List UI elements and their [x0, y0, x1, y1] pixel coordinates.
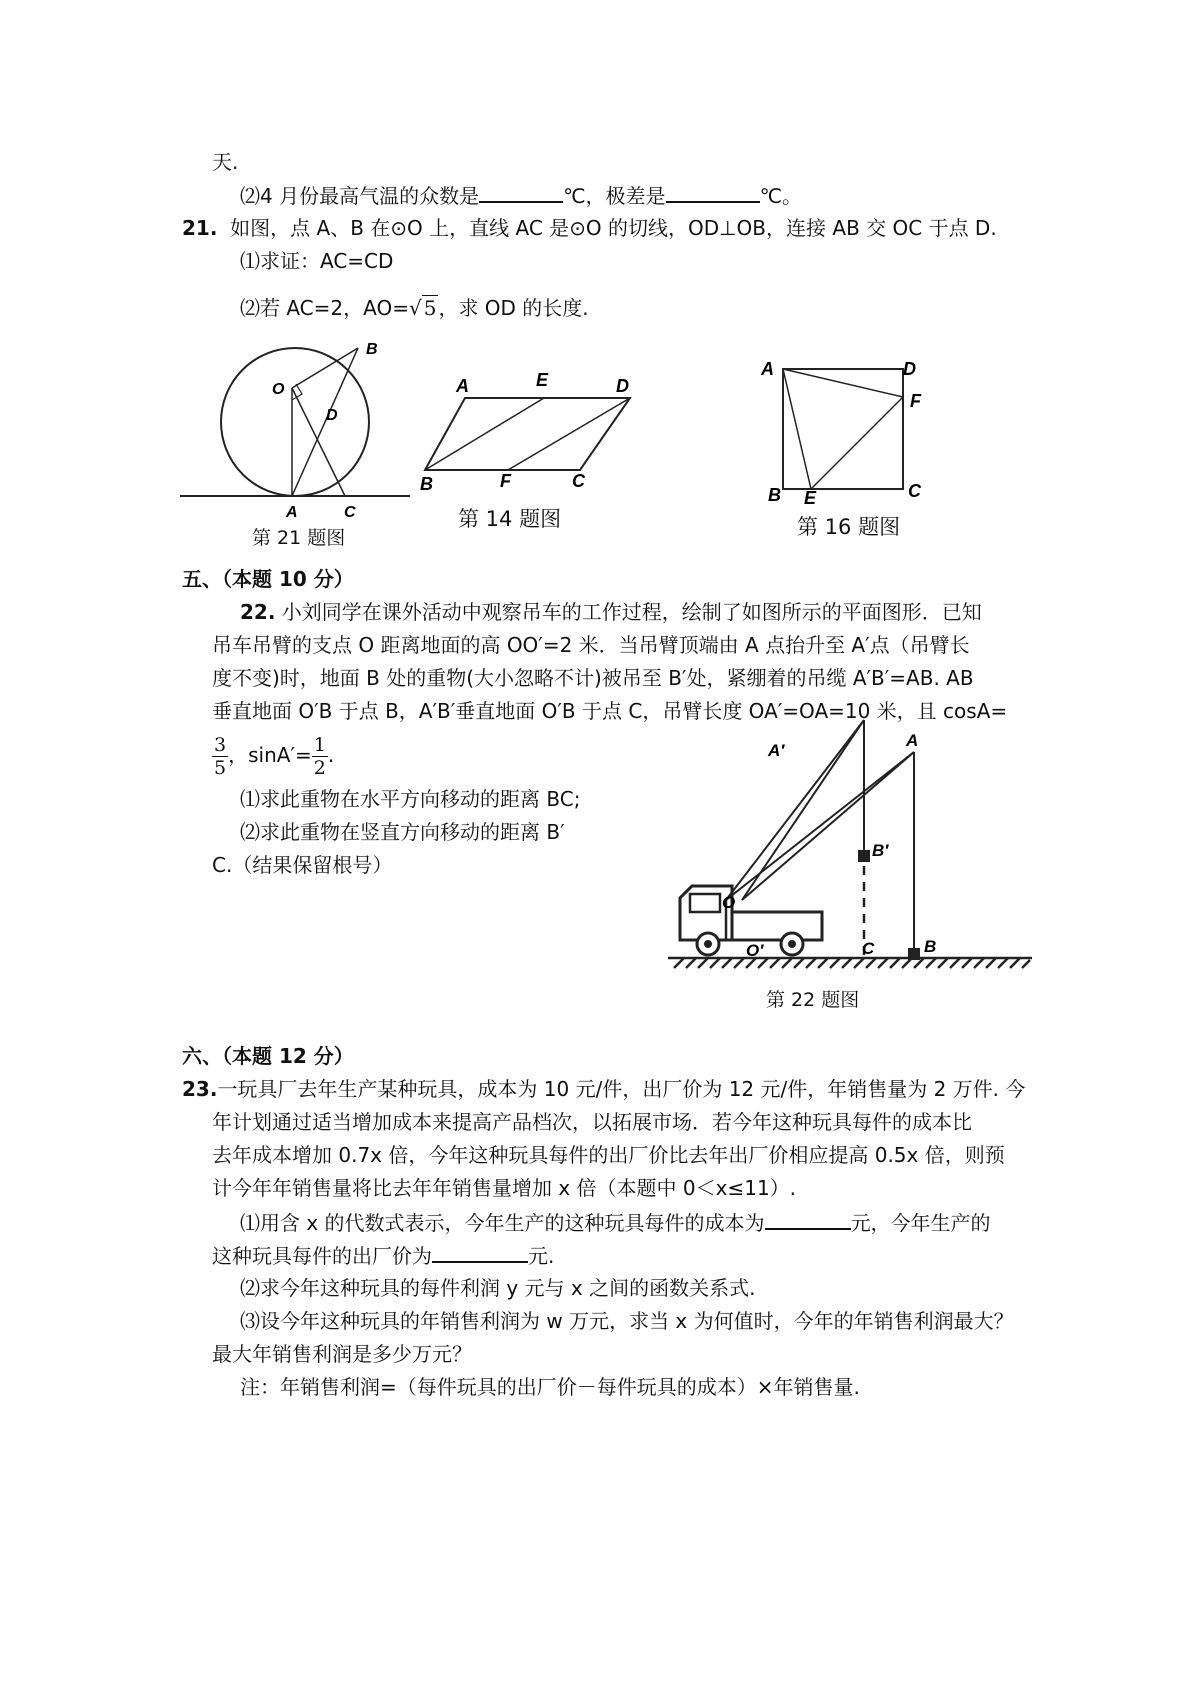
- segment-ae: [783, 369, 811, 489]
- q22-line1: [240, 598, 982, 626]
- section-heading: 五、（本题 10 分）: [182, 567, 354, 591]
- question-number: 21.: [182, 216, 218, 240]
- figure-22: [660, 722, 1040, 982]
- point-label: O: [272, 381, 285, 398]
- circle-o: [221, 348, 369, 496]
- point-label: F: [500, 471, 511, 491]
- q23-part3-cont: 最大年销售利润是多少万元？: [212, 1342, 472, 1366]
- q23-line2: 年计划通过适当增加成本来提高产品档次，以拓展市场．若今年这种玩具每件的成本比: [212, 1110, 972, 1134]
- q23-line4: 计今年年销售量将比去年年销售量增加 x 倍（本题中 0＜x≤11）.: [212, 1176, 797, 1200]
- figure-16: [758, 355, 928, 508]
- text-fragment: .: [327, 743, 335, 767]
- q22-line2: 吊车吊臂的支点 O 距离地面的高 OO′=2 米．当吊臂顶端由 A 点抬升至 A′点（吊臂长: [212, 633, 970, 657]
- load-b-prime: [858, 850, 870, 862]
- q22-line3: 度不变)时，地面 B 处的重物(大小忽略不计)被吊至 B′处，紧绷着的吊缆 A′B′=AB. AB: [212, 666, 974, 690]
- question-text: 如图，点 A、B 在⊙O 上，直线 AC 是⊙O 的切线，OD⊥OB，连接 AB 交 OC 于点 D.: [230, 216, 997, 240]
- text-line: 天.: [212, 150, 239, 174]
- point-label: B: [420, 474, 433, 494]
- answer-blank[interactable]: [479, 181, 563, 203]
- point-label: A: [761, 359, 774, 379]
- sqrt-expression: √ 5: [408, 296, 437, 320]
- denominator: 5: [214, 757, 227, 779]
- text-fragment: ⑴用含 x 的代数式表示，今年生产的这种玩具每件的成本为: [240, 1211, 765, 1235]
- text-fragment: 元，今年生产的: [850, 1211, 991, 1235]
- fraction: [312, 734, 328, 779]
- text-fragment: ，sinA′=: [228, 743, 312, 767]
- q21-part1: ⑴求证：AC=CD: [240, 249, 394, 273]
- text-fragment: ⑵4 月份最高气温的众数是: [240, 184, 480, 208]
- figure-21: [180, 341, 410, 521]
- point-label: D: [903, 359, 916, 379]
- point-label: F: [910, 391, 921, 411]
- section-heading: 六、（本题 12 分）: [182, 1044, 354, 1068]
- segment-af: [783, 369, 903, 397]
- fraction: [212, 734, 228, 779]
- question-number: 22.: [240, 600, 276, 624]
- boom-oa-prime: [726, 720, 864, 900]
- point-label: B: [768, 485, 781, 505]
- point-label: A: [286, 504, 298, 521]
- q21-stem: [182, 214, 997, 242]
- figure-14: [420, 370, 645, 494]
- q22-line5: [212, 730, 334, 780]
- square-abcd: [783, 369, 903, 489]
- point-label: O′: [746, 941, 764, 960]
- numerator: 3: [214, 734, 227, 756]
- point-label: B: [366, 341, 378, 358]
- point-label: A′: [768, 741, 785, 760]
- point-label: D: [616, 376, 629, 396]
- point-label: E: [536, 370, 549, 390]
- denominator: 2: [313, 757, 326, 779]
- point-label: O: [722, 893, 736, 912]
- point-label: C: [344, 504, 356, 521]
- radicand: 5: [423, 296, 437, 320]
- point-label: B: [924, 937, 937, 956]
- q23-line3: 去年成本增加 0.7x 倍，今年这种玩具每件的出厂价比去年出厂价相应提高 0.5x 倍，则预: [212, 1143, 1005, 1167]
- numerator: 1: [313, 734, 326, 756]
- text-fragment: ℃，极差是: [563, 184, 666, 208]
- q22-part2-cont: C.（结果保留根号）: [212, 853, 393, 877]
- text-fragment: 这种玩具每件的出厂价为: [212, 1244, 432, 1268]
- point-label: B′: [872, 841, 889, 860]
- point-label: A: [906, 731, 919, 750]
- text-fragment: 元.: [528, 1244, 555, 1268]
- q22-part2: ⑵求此重物在竖直方向移动的距离 B′: [240, 820, 565, 844]
- q21-part2: [240, 294, 589, 322]
- answer-blank[interactable]: [432, 1241, 528, 1263]
- q22-part1: ⑴求此重物在水平方向移动的距离 BC;: [240, 787, 581, 811]
- truck-bed: [732, 912, 822, 940]
- question-text: 小刘同学在课外活动中观察吊车的工作过程，绘制了如图所示的平面图形．已知: [281, 600, 982, 624]
- text-fragment: ⑵若 AC=2，AO=: [240, 296, 409, 320]
- figure-caption: 第 14 题图: [458, 507, 562, 531]
- question-text: 一玩具厂去年生产某种玩具，成本为 10 元/件，出厂价为 12 元/件，年销售量为 2 万件. 今: [217, 1077, 1026, 1101]
- ground-hatching: [674, 958, 1030, 968]
- truck-window: [690, 894, 720, 912]
- segment-ef: [811, 397, 903, 489]
- q23-note: 注：年销售利润=（每件玩具的出厂价－每件玩具的成本）×年销售量.: [240, 1375, 860, 1399]
- point-label: D: [326, 407, 338, 424]
- q20-part2: [240, 181, 802, 210]
- figure-caption: 第 22 题图: [766, 989, 860, 1011]
- point-label: A: [456, 376, 469, 396]
- question-number: 23.: [182, 1077, 218, 1101]
- q23-part1-cont: [212, 1241, 554, 1270]
- figure-caption: 第 16 题图: [797, 515, 901, 539]
- q23-line1: [182, 1075, 1025, 1103]
- figure-caption: 第 21 题图: [252, 527, 346, 549]
- point-label: E: [804, 488, 817, 508]
- point-label: C: [908, 481, 921, 501]
- answer-blank[interactable]: [765, 1208, 851, 1230]
- answer-blank[interactable]: [666, 181, 760, 203]
- q23-part3: ⑶设今年这种玩具的年销售利润为 w 万元，求当 x 为何值时，今年的年销售利润最大？: [240, 1309, 1014, 1333]
- text-fragment: ℃。: [759, 184, 803, 208]
- text-fragment: ，求 OD 的长度.: [438, 296, 589, 320]
- load-b: [908, 948, 920, 960]
- q23-part1: [240, 1208, 991, 1237]
- q23-part2: ⑵求今年这种玩具的每件利润 y 元与 x 之间的函数关系式.: [240, 1276, 756, 1300]
- point-label: C: [572, 471, 585, 491]
- point-label: C: [862, 939, 875, 958]
- q22-line4: 垂直地面 O′B 于点 B，A′B′垂直地面 O′B 于点 C，吊臂长度 OA′=OA=10 米，且 cosA=: [212, 699, 1008, 723]
- boom-oa: [726, 752, 914, 900]
